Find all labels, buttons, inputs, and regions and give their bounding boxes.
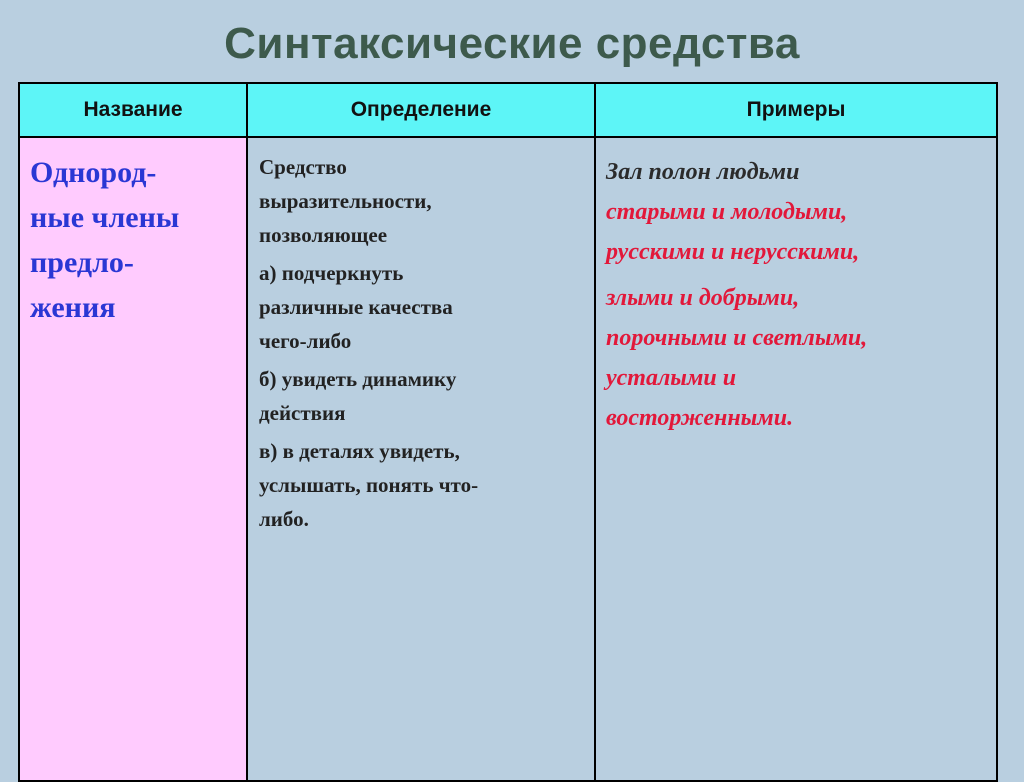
slide-title: Синтаксические средства: [224, 19, 800, 68]
example-text: [606, 152, 986, 438]
definition-point-b: б) увидеть динамику действия: [259, 367, 457, 425]
term-line: ные члены: [30, 201, 180, 234]
header-examples: Примеры: [596, 84, 996, 138]
example-line: злыми и добрыми,: [606, 285, 800, 311]
name-cell: [20, 138, 246, 780]
column-divider: [594, 84, 596, 780]
example-lead: Зал полон людьми: [606, 159, 800, 185]
syntax-table: [18, 82, 998, 782]
examples-cell: [596, 138, 996, 780]
example-line: усталыми и: [606, 365, 737, 391]
term-line: жения: [30, 291, 116, 324]
definition-point-a: а) подчеркнуть различные качества чего-либо: [259, 261, 453, 353]
term-name: [30, 150, 238, 330]
term-line: предло-: [30, 246, 134, 279]
example-line: старыми и молодыми,: [606, 199, 848, 225]
definition-cell: [248, 138, 594, 780]
definition-intro: Средство выразительности, позволяющее: [259, 155, 432, 247]
header-name: Название: [20, 84, 246, 138]
header-definition: Определение: [248, 84, 594, 138]
definition-point-c: в) в деталях увидеть, услышать, понять что- либо.: [259, 439, 479, 531]
term-line: Однород-: [30, 156, 157, 189]
column-divider: [246, 84, 248, 780]
example-line: порочными и светлыми,: [606, 325, 868, 351]
example-line: восторженными.: [606, 405, 794, 431]
example-line: русскими и нерусскими,: [606, 239, 860, 265]
